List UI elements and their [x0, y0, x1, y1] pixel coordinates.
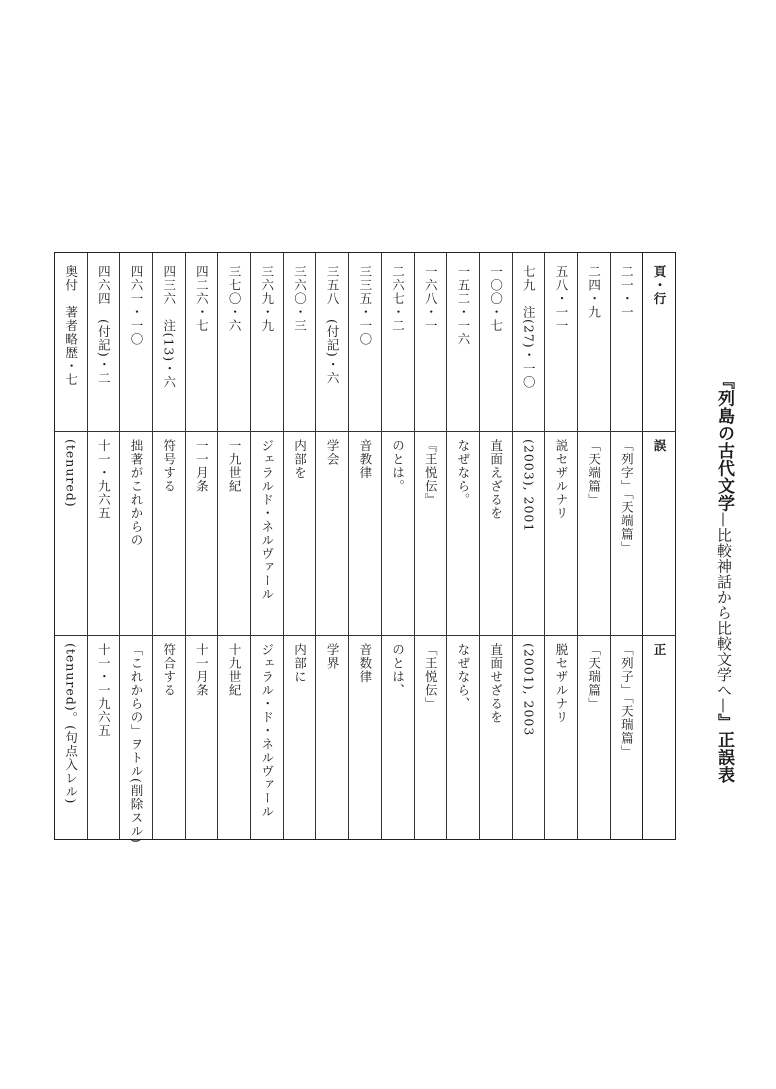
table-row: [381, 253, 414, 839]
row-correct: 十九世紀: [227, 643, 243, 697]
row-ref: 一六八・一: [423, 265, 439, 333]
row-ref: 三六九・九: [259, 265, 275, 333]
row-wrong: 内部を: [292, 439, 308, 480]
row-ref: 三六〇・三: [292, 265, 308, 333]
row-ref: 三三五・一〇: [357, 265, 373, 346]
table-row: [610, 253, 643, 839]
row-wrong: 「天端篇」: [586, 439, 602, 507]
row-ref: 四二六・七: [194, 265, 210, 333]
row-correct: 直面せざるを: [488, 643, 504, 724]
row-correct: 学界: [325, 643, 341, 670]
row-wrong: 直面えざるを: [488, 439, 504, 520]
row-correct: のとは、: [390, 643, 406, 697]
row-correct: 符合する: [161, 643, 177, 697]
table-row: [87, 253, 120, 839]
row-wrong: 一一月条: [194, 439, 210, 493]
row-wrong: 拙著がこれからの: [129, 439, 144, 547]
row-ref: 一〇〇・七: [488, 265, 504, 333]
table-row: [185, 253, 218, 839]
row-ref: 三五八 (付記)・六: [325, 265, 341, 385]
row-correct: 「王悦伝」: [423, 643, 439, 711]
row-ref: 三七〇・六: [227, 265, 243, 333]
row-wrong: 『王悦伝』: [423, 439, 439, 507]
page-title: [706, 372, 742, 784]
row-correct: 十一・一九六五: [96, 643, 112, 738]
table-row: [544, 253, 577, 839]
header-wrong: 誤: [652, 439, 667, 453]
row-wrong: 「列字」「天端篇」: [619, 439, 635, 555]
divider-wrong-correct: [54, 635, 676, 636]
row-ref: 五八・一一: [553, 265, 569, 333]
row-correct: 「これからの」ヲトル(削除スル): [129, 643, 144, 844]
row-wrong: 音教律: [357, 439, 373, 480]
table-row: [414, 253, 447, 839]
row-ref: 四六四 (付記)・二: [96, 265, 112, 385]
row-correct: 脱セザルナリ: [553, 643, 569, 724]
row-ref: 四六一・一〇: [129, 265, 144, 346]
row-wrong: ジェラルド・ネルヴァール: [259, 439, 275, 601]
row-wrong: 学会: [325, 439, 341, 466]
row-correct: (tenured)。(句点入レル): [63, 643, 79, 805]
row-wrong: のとは。: [390, 439, 406, 493]
table-row: [283, 253, 316, 839]
title-main: 『列島の古代文学: [714, 372, 734, 512]
row-correct: なぜなら、: [455, 643, 471, 711]
row-ref: 二一・一: [619, 265, 635, 319]
table-row: [315, 253, 348, 839]
header-correct: 正: [652, 643, 667, 657]
row-ref: 四三六 注(13)・六: [161, 265, 177, 390]
table-row: [446, 253, 479, 839]
row-wrong: (tenured): [63, 439, 79, 508]
row-ref: 二四・九: [586, 265, 602, 319]
table-row: [217, 253, 250, 839]
row-wrong: 一九世紀: [227, 439, 243, 493]
divider-ref-wrong: [54, 431, 676, 432]
row-correct: 十一月条: [194, 643, 210, 697]
table-header: [642, 253, 675, 839]
table-row: [348, 253, 381, 839]
table-row: [512, 253, 545, 839]
table-row: [479, 253, 512, 839]
row-wrong: なぜなら。: [455, 439, 471, 507]
title-subtitle: —比較神話から比較文学へ—: [715, 512, 733, 714]
row-correct: 内部に: [292, 643, 308, 684]
row-wrong: 十一・九六五: [96, 439, 112, 520]
row-ref: 一五二・一六: [455, 265, 471, 346]
row-correct: 「列子」「天瑞篇」: [619, 643, 635, 759]
row-correct: (2001), 2003: [521, 643, 537, 737]
errata-table: [54, 252, 676, 844]
row-ref: 奥付 著者略歴・七: [63, 265, 79, 387]
table-row: [250, 253, 283, 839]
row-ref: 二六七・二: [390, 265, 406, 333]
table-row: [152, 253, 185, 839]
row-wrong: 符号する: [161, 439, 177, 493]
row-correct: 「天瑞篇」: [586, 643, 602, 711]
row-correct: 音数律: [357, 643, 373, 684]
table-row: [55, 253, 87, 839]
table-row: [119, 253, 152, 844]
row-wrong: (2003), 2001: [521, 439, 537, 533]
table-row: [577, 253, 610, 839]
row-ref: 七九 注(27)・一〇: [521, 265, 537, 390]
row-correct: ジェラル・ド・ネルヴァール: [259, 643, 275, 819]
title-tail: 』正誤表: [714, 713, 734, 784]
header-page-line: 頁・行: [652, 265, 667, 306]
row-wrong: 説セザルナリ: [553, 439, 569, 520]
